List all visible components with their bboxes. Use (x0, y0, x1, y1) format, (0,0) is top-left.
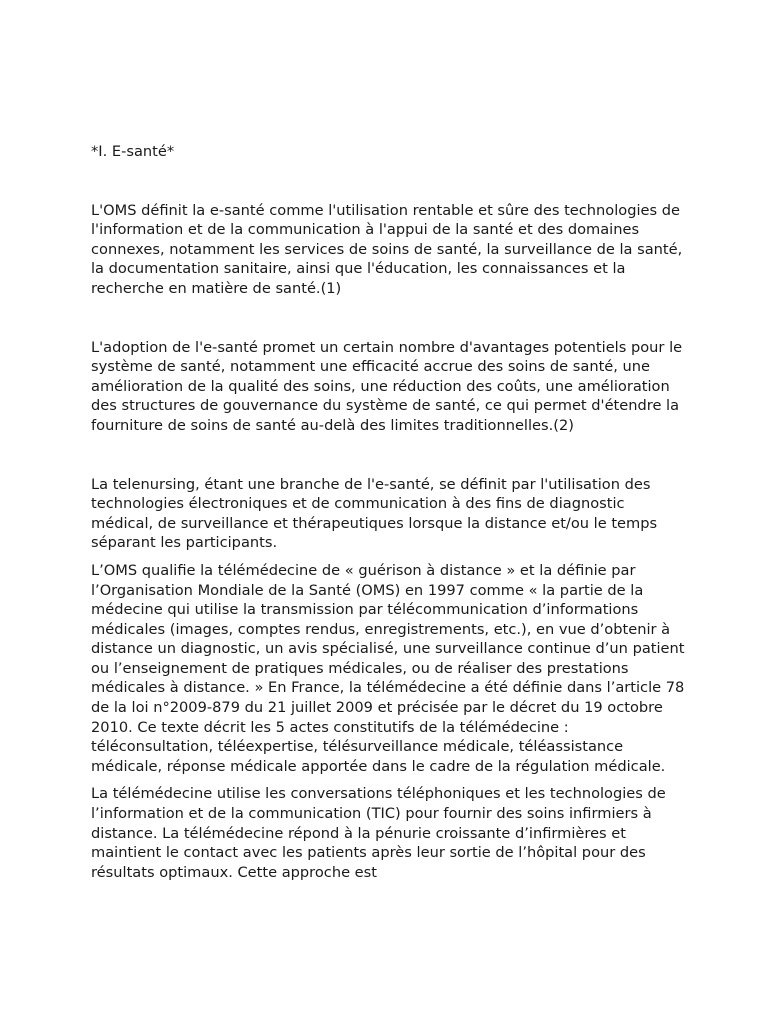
document-body (91, 142, 691, 882)
paragraph-telemedecine-definition: L’OMS qualifie la télémédecine de « guérison à distance » et la définie par l’Organisation Mondiale de la Santé (OMS) en 1997 comme « la partie de la médecine qui utilise la transmission par télécommunication d’informations médicales (images, comptes rendus, enregistrements, etc.), en vue d’obtenir à distance un diagnostic, un avis spécialisé, une surveillance continue d’un patient ou l’enseignement de pratiques médicales, ou de réaliser des prestations médicales à distance. » En France, la télémédecine a été définie dans l’article 78 de la loi n°2009-879 du 21 juillet 2009 et précisée par le décret du 19 octobre 2010. Ce texte décrit les 5 actes constitutifs de la télémédecine : téléconsultation, téléexpertise, télésurveillance médicale, téléassistance médicale, réponse médicale apportée dans le cadre de la régulation médicale. (91, 561, 685, 775)
paragraph-esante-adoption: L'adoption de l'e-santé promet un certain nombre d'avantages potentiels pour le système de santé, notamment une efficacité accrue des soins de santé, une amélioration de la qualité des soins, une réduction des coûts, une amélioration des structures de gouvernance du système de santé, ce qui permet d'étendre la fourniture de soins de santé au-delà des limites traditionnelles.(2) (91, 338, 683, 434)
paragraph-oms-definition: L'OMS définit la e-santé comme l'utilisation rentable et sûre des technologies de l'information et de la communication à l'appui de la santé et des domaines connexes, notamment les services de soins de santé, la surveillance de la santé, la documentation sanitaire, ainsi que l'éducation, les connaissances et la recherche en matière de santé.(1) (91, 201, 683, 297)
paragraph-telenursing: La telenursing, étant une branche de l'e-santé, se définit par l'utilisation des technologies électroniques et de communication à des fins de diagnostic médical, de surveillance et thérapeutiques lorsque la distance et/ou le temps séparant les participants. (91, 475, 658, 552)
paragraph-telemedecine-usage: La télémédecine utilise les conversations téléphoniques et les technologies de l’information et de la communication (TIC) pour fournir des soins infirmiers à distance. La télémédecine répond à la pénurie croissante d’infirmières et maintient le contact avec les patients après leur sortie de l’hôpital pour des résultats optimaux. Cette approche est (91, 785, 666, 881)
section-heading: *I. E-santé* (91, 143, 175, 160)
